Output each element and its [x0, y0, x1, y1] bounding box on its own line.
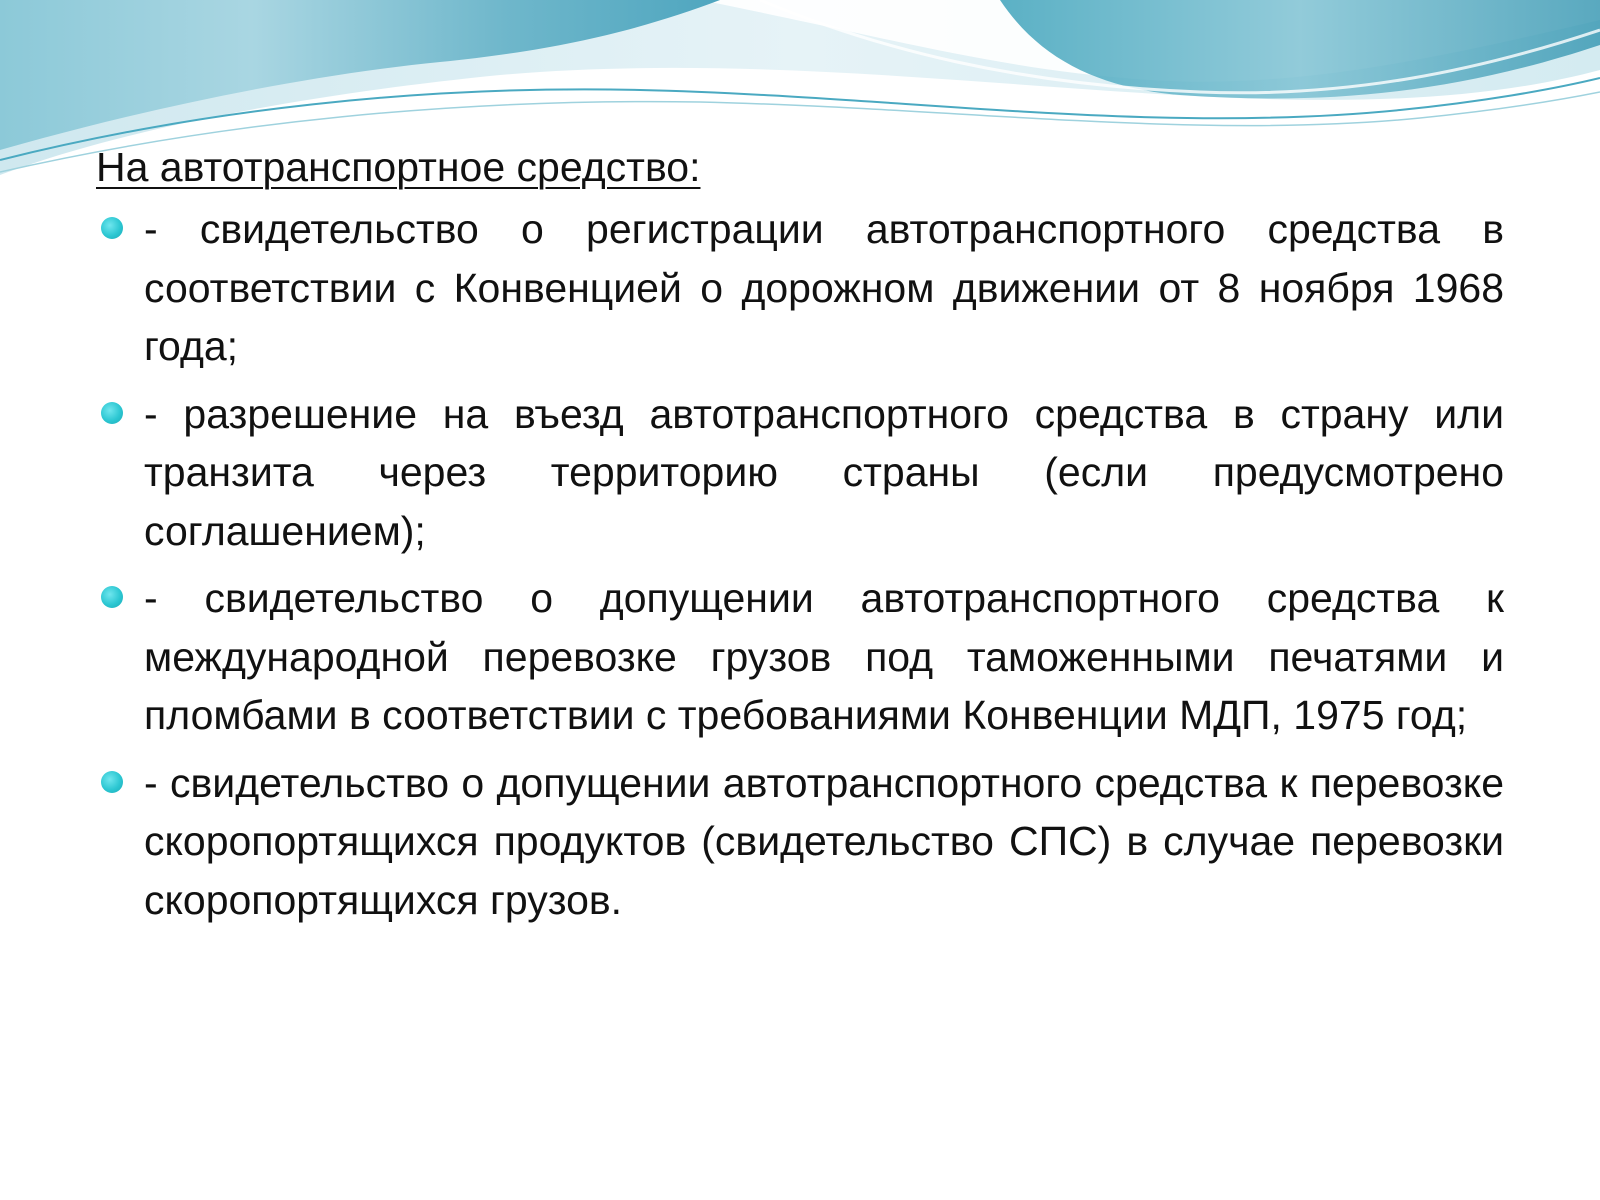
round-bullet-icon	[101, 771, 123, 793]
round-bullet-icon	[101, 402, 123, 424]
list-item	[96, 385, 1504, 561]
slide-content	[96, 138, 1504, 938]
slide-heading: На автотранспортное средство:	[96, 144, 701, 190]
round-bullet-icon	[101, 217, 123, 239]
list-item	[96, 569, 1504, 745]
list-item-text: - свидетельство о регистрации автотранспортного средства в соответствии с Конвенцией о дорожном движении от 8 ноября 1968 года;	[144, 206, 1504, 369]
list-item	[96, 754, 1504, 930]
list-item-text: - разрешение на въезд автотранспортного средства в страну или транзита через территорию страны (если предусмотрено соглашением);	[144, 390, 1504, 554]
bullet-list	[96, 200, 1504, 929]
round-bullet-icon	[101, 586, 123, 608]
list-item	[96, 200, 1504, 376]
list-item-text: - свидетельство о допущении автотранспортного средства к международной перевозке грузов под таможенными печатями и пломбами в соответствии с требованиями Конвенции МДП, 1975 год;	[144, 575, 1504, 738]
list-item-text: - свидетельство о допущении автотранспортного средства к перевозке скоропортящихся продуктов (свидетельство СПС) в случае перевозки скоропортящихся грузов.	[144, 759, 1504, 923]
